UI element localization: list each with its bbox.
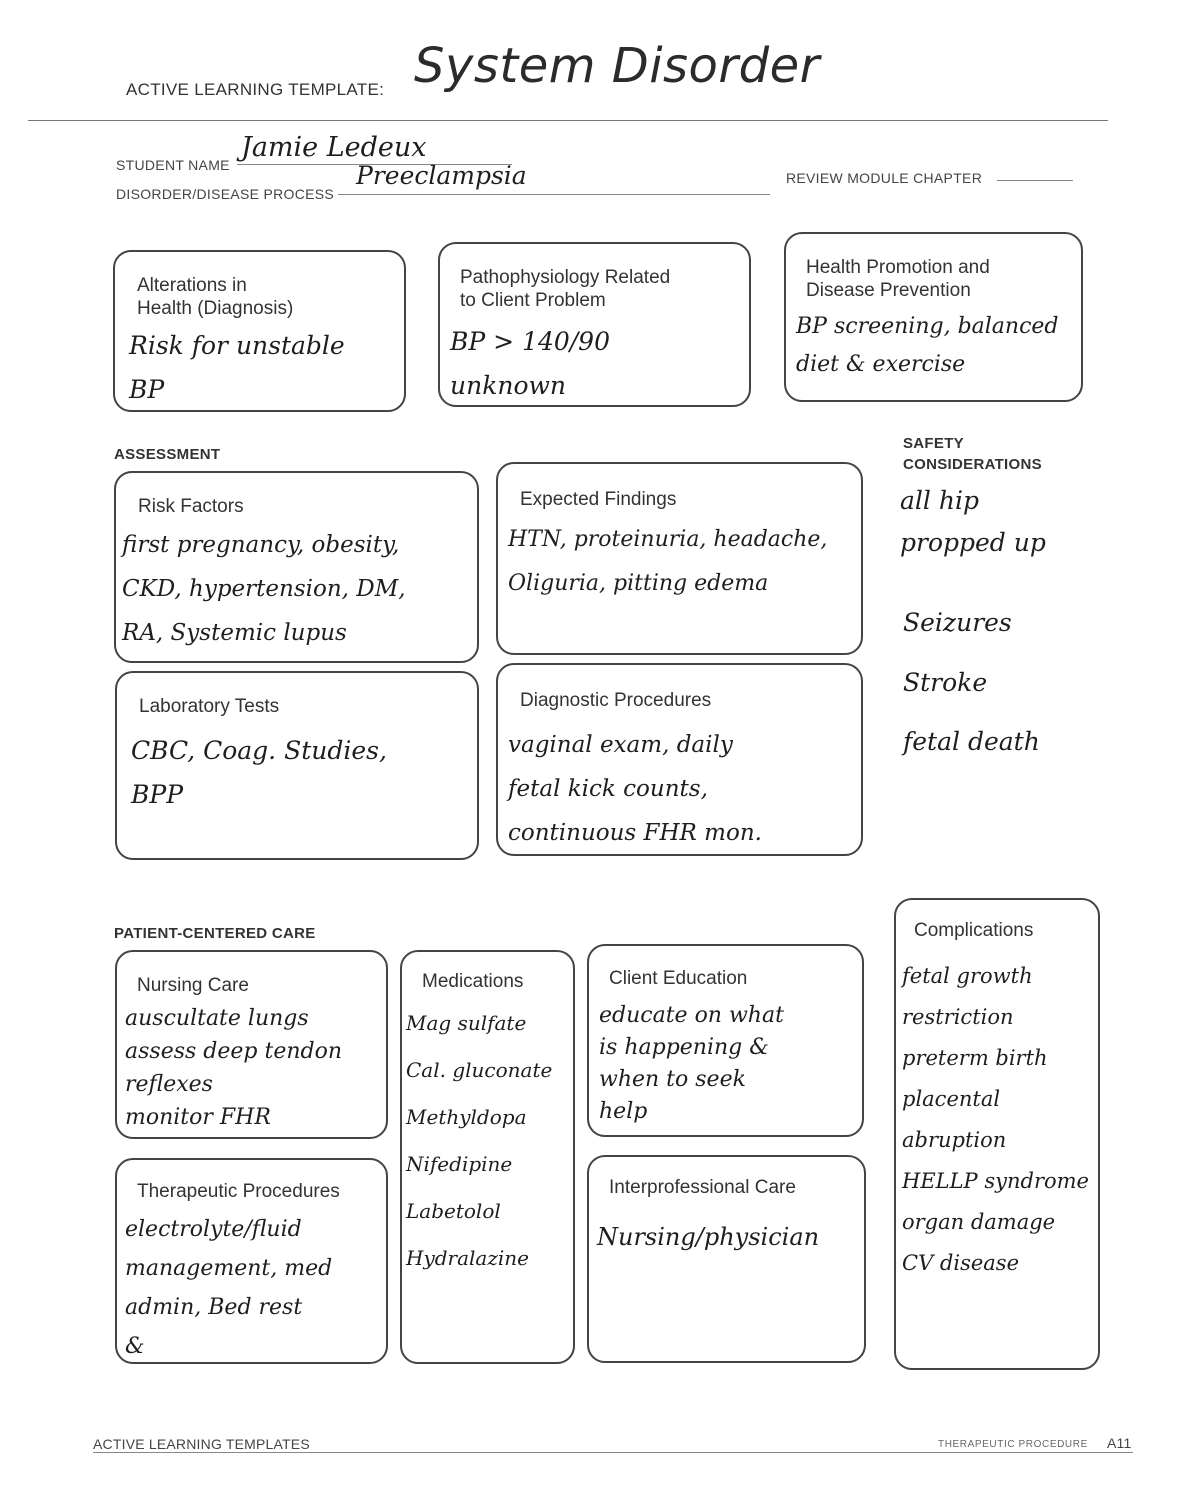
client-education-content: educate on what is happening & when to seek help	[599, 1003, 784, 1124]
health-promotion-title: Health Promotion and Disease Prevention	[806, 257, 990, 301]
risk-factors-title: Risk Factors	[138, 496, 244, 517]
diagnostic-procedures-title: Diagnostic Procedures	[520, 690, 712, 711]
interprofessional-care-content: Nursing/physician	[597, 1223, 820, 1251]
disorder-value: Preeclampsia	[356, 161, 527, 190]
safety-item: all hip propped up	[900, 486, 1046, 557]
complications-title: Complications	[914, 920, 1034, 941]
health-promotion-box	[784, 232, 1083, 402]
footer-section-name: THERAPEUTIC PROCEDURE	[938, 1439, 1088, 1450]
disorder-label: DISORDER/DISEASE PROCESS	[116, 186, 335, 202]
client-education-box	[587, 944, 864, 1137]
page-title: System Disorder	[414, 38, 820, 94]
laboratory-tests-content: CBC, Coag. Studies, BPP	[131, 736, 387, 809]
health-promotion-content: BP screening, balanced diet & exercise	[796, 314, 1059, 377]
expected-findings-box	[496, 462, 863, 655]
diagnostic-procedures-content: vaginal exam, daily fetal kick counts, continuous FHR mon.	[508, 732, 762, 846]
therapeutic-procedures-content: electrolyte/fluid management, med admin, Bed rest &	[125, 1217, 333, 1359]
expected-findings-title: Expected Findings	[520, 489, 677, 510]
student-name-value: Jamie Ledeux	[241, 132, 427, 163]
nursing-care-content: auscultate lungs assess deep tendon reflexes monitor FHR	[125, 1006, 343, 1130]
header-rule	[28, 120, 1108, 121]
footer-left: ACTIVE LEARNING TEMPLATES	[93, 1436, 310, 1452]
therapeutic-procedures-title: Therapeutic Procedures	[137, 1181, 340, 1202]
pathophysiology-content: BP > 140/90 unknown	[450, 327, 610, 400]
nursing-care-box	[115, 950, 388, 1139]
diagnostic-procedures-box	[496, 663, 863, 856]
footer-rule	[93, 1452, 1133, 1453]
interprofessional-care-box	[587, 1155, 866, 1363]
laboratory-tests-box	[115, 671, 479, 860]
medications-box	[400, 950, 575, 1364]
alterations-title: Alterations in Health (Diagnosis)	[137, 275, 294, 319]
safety-item: Stroke	[903, 668, 988, 697]
pathophysiology-box	[438, 242, 751, 407]
template-label: ACTIVE LEARNING TEMPLATE:	[126, 80, 385, 99]
safety-item: Seizures	[903, 608, 1012, 637]
student-name-label: STUDENT NAME	[116, 157, 230, 173]
complications-box	[894, 898, 1100, 1370]
client-education-title: Client Education	[609, 968, 748, 989]
medications-title: Medications	[422, 971, 524, 992]
medications-content: Mag sulfate Cal. gluconate Methyldopa Nifedipine Labetolol Hydralazine	[406, 1011, 553, 1270]
alterations-content: Risk for unstable BP	[129, 331, 345, 404]
safety-label: SAFETY CONSIDERATIONS	[903, 435, 1042, 473]
assessment-label: ASSESSMENT	[114, 446, 221, 463]
page-number: A11	[1107, 1435, 1132, 1451]
pathophysiology-title: Pathophysiology Related to Client Problem	[460, 267, 671, 311]
alterations-box	[113, 250, 406, 412]
risk-factors-box	[114, 471, 479, 663]
review-module-field[interactable]	[997, 160, 1073, 181]
nursing-care-title: Nursing Care	[137, 975, 249, 996]
disorder-field[interactable]	[338, 161, 770, 195]
laboratory-tests-title: Laboratory Tests	[139, 696, 280, 717]
expected-findings-content: HTN, proteinuria, headache, Oliguria, pitting edema	[508, 527, 828, 596]
patient-care-label: PATIENT-CENTERED CARE	[114, 925, 316, 942]
review-module-label: REVIEW MODULE CHAPTER	[786, 170, 983, 186]
therapeutic-procedures-box	[115, 1158, 388, 1364]
safety-item: fetal death	[903, 727, 1040, 756]
interprofessional-care-title: Interprofessional Care	[609, 1177, 796, 1198]
risk-factors-content: first pregnancy, obesity, CKD, hypertension, DM, RA, Systemic lupus	[122, 532, 406, 646]
complications-content: fetal growth restriction preterm birth placental abruption HELLP syndrome organ damage CV disease	[902, 964, 1089, 1275]
